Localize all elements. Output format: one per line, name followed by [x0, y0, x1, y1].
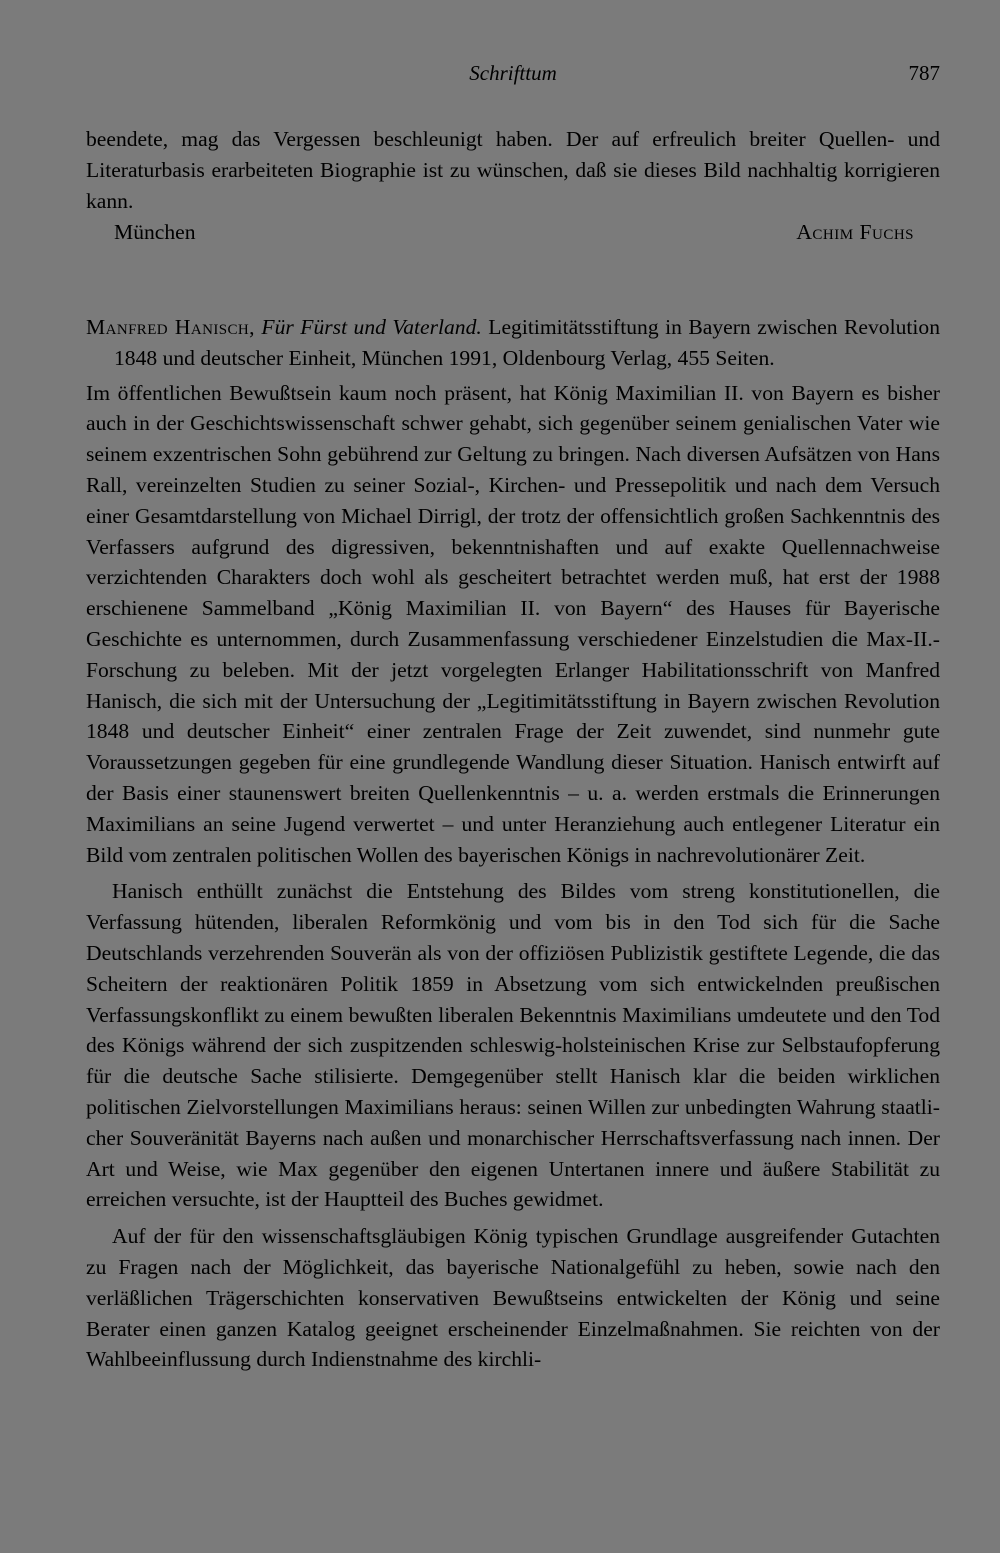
bibliographic-details: Legitimitätsstiftung in Bayern zwischen Revolution 1848 und deutscher Einheit, München 1991, Oldenbourg Verlag, 455 Seiten.	[114, 315, 940, 370]
previous-review-ending	[86, 124, 940, 248]
review-paragraph: Hanisch enthüllt zunächst die Entstehung des Bildes vom streng konstitutionellen, die Verfassung hütenden, liberalen Reformkönig und vom bis in den Tod sich für die Sache Deutschlands verzehrenden Souverän als von der offiziösen Publizistik gestiftete Legende, die das Scheitern der reaktionären Politik 1859 in Absetzung vom sich entwickelnden preußischen Verfassungskonflikt zu einem bewußten liberalen Bekenntnis Maximilians umdeutete und den Tod des Königs während der sich zuspitzenden schleswig-holsteinischen Krise zur Selbstaufopferung für die deutsche Sache stilisierte. Demgegenüber stellt Hanisch klar die beiden wirklichen politischen Zielvorstellungen Maximilians heraus: seinen Willen zur unbedingten Wahrung staatlicher Souveränität Bayerns nach außen und monarchischer Herrschaftsverfassung nach innen. Der Art und Weise, wie Max gegenüber den eigenen Untertanen innere und äußere Stabilität zu erreichen versuchte, ist der Hauptteil des Buches gewidmet.	[86, 879, 940, 1212]
previous-review-signature	[86, 217, 940, 248]
previous-review-text: beendete, mag das Vergessen beschleunigt haben. Der auf erfreulich breiter Quellen- und Literaturbasis erarbeiteten Biographie ist zu wünschen, daß sie dieses Bild nachhaltig korrigieren kann.	[86, 127, 940, 213]
page-number: 787	[908, 61, 940, 85]
review-paragraph: Im öffentlichen Bewußtsein kaum noch präsent, hat König Maximilian II. von Bayern es bisher auch in der Geschichtswissenschaft schwer gehabt, sich gegenüber seinem genialischen Vater wie seinem exzentrischen Sohn gebührend zur Geltung zu bringen. Nach diversen Aufsätzen von Hans Rall, vereinzelten Studien zu seiner Sozial-, Kirchen- und Pressepolitik und nach dem Versuch einer Gesamtdarstellung von Michael Dirrigl, der trotz der offensichtlich großen Sachkenntnis des Verfassers aufgrund des digressiven, bekenntnishaften und auf exakte Quellennachweise verzichtenden Charakters doch wohl als gescheitert betrachtet werden muß, hat erst der 1988 erschienene Sammelband „König Maximilian II. von Bayern“ des Hauses für Bayerische Geschichte es unternommen, durch Zusammenfassung verschiedener Einzelstudien die Max-II.-Forschung zu beleben. Mit der jetzt vorgelegten Erlanger Habilitationsschrift von Manfred Hanisch, die sich mit der Untersuchung der „Legitimitätsstiftung in Bayern zwischen Revolution 1848 und deutscher Einheit“ einer zentralen Frage der Zeit zuwendet, sind nunmehr gute Voraussetzungen gegeben für eine grundlegende Wandlung dieser Situation. Hanisch entwirft auf der Basis einer staunenswert breiten Quellenkenntnis – u. a. werden erstmals die Erinnerungen Maximilians an seine Jugend verwertet – und unter Heranziehung auch entlegener Literatur ein Bild vom zentralen politischen Wollen des bayerischen Königs in nachrevolutionärer Zeit.	[86, 380, 940, 867]
review-paragraph: Auf der für den wissenschaftsgläubigen König typischen Grundlage ausgreifender Gutachten zu Fragen nach der Möglichkeit, das bayerische Nationalgefühl zu heben, sowie nach den verläßlichen Trägerschichten konservativen Bewußtseins entwickelten der König und seine Berater einen ganzen Katalog geeignet erscheinender Einzelmaßnahmen. Sie reichten von der Wahlbeeinflussung durch Indienstnahme des kirchli-	[86, 1224, 940, 1372]
running-header	[86, 60, 940, 90]
signature-place: München	[114, 220, 196, 245]
reviewed-book-title: Für Fürst und Vaterland.	[261, 315, 482, 339]
signature-author: Achim Fuchs	[796, 220, 914, 245]
running-title: Schrifttum	[469, 61, 557, 85]
bibliographic-entry	[86, 312, 940, 374]
reviewed-author: Manfred Hanisch,	[86, 315, 255, 339]
review-hanisch	[86, 312, 940, 1375]
